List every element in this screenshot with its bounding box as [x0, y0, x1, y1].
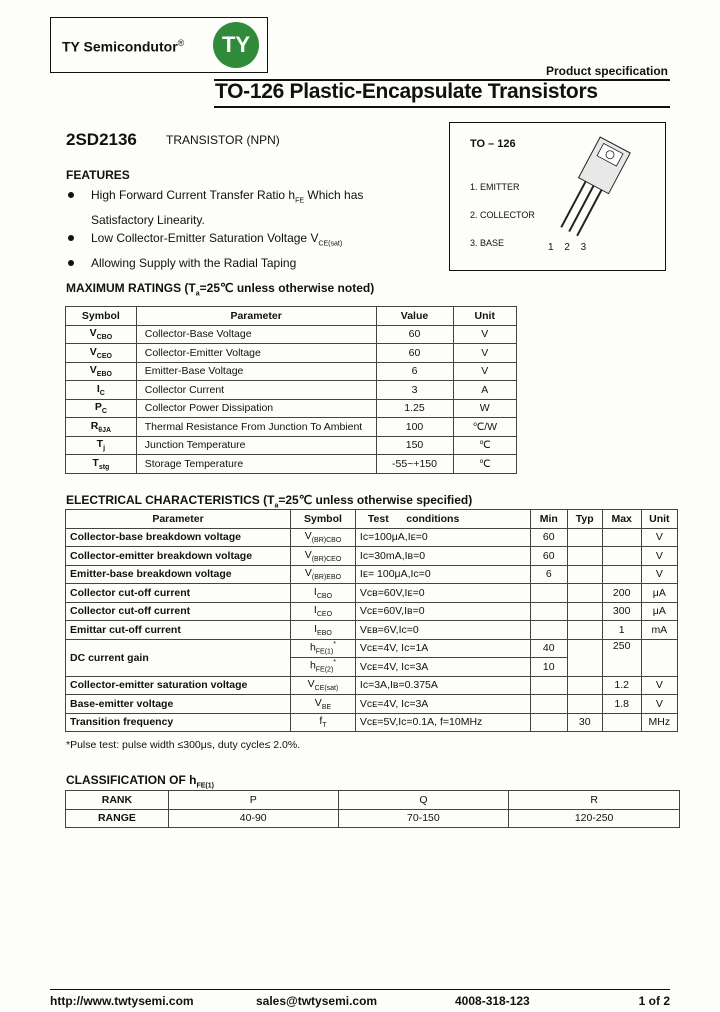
pin-3-label: 3. BASE	[470, 238, 505, 248]
electrical-heading: ELECTRICAL CHARACTERISTICS ($T_a=25℃$ unless otherwise specified)	[66, 493, 473, 510]
table-header-row: Parameter Symbol Test conditions Min Typ Max Unit	[66, 510, 678, 529]
to126-package-icon	[540, 128, 640, 258]
feature-item: Low Collector-Emitter Saturation Voltage $V_{CE(sat)}$	[66, 229, 363, 254]
table-row: Collector-emitter saturation voltage $V_{CE(sat)}$ Iᴄ=3A,Iʙ=0.375A 1.2 V	[66, 676, 678, 695]
title-bottom-rule	[214, 106, 670, 108]
pin-2-label: 2. COLLECTOR	[470, 210, 535, 220]
bullet-icon	[68, 192, 74, 198]
footer-page-number: 1 of 2	[638, 994, 670, 1008]
table-row: $T_{stg}$ Storage Temperature -55~+150 ℃	[66, 455, 517, 474]
pin-1-label: 1. EMITTER	[470, 182, 520, 192]
footer-email[interactable]: sales@twtysemi.com	[256, 994, 378, 1008]
table-row: $I_C$ Collector Current 3 A	[66, 381, 517, 400]
page-title: TO-126 Plastic-Encapsulate Transistors	[215, 80, 598, 103]
classification-table	[65, 790, 680, 828]
ty-logo: TY	[213, 22, 259, 68]
part-number: 2SD2136	[66, 130, 137, 149]
package-name: TO – 126	[470, 138, 516, 150]
footer-rule	[50, 989, 670, 990]
bullet-icon	[68, 235, 74, 241]
table-row: Emittar cut-off current $I_{EBO}$ Vᴇʙ=6V,Iᴄ=0 1 mA	[66, 621, 678, 640]
pulse-test-note: *Pulse test: pulse width ≤300μs, duty cycle≤ 2.0%.	[66, 739, 301, 751]
table-row: $V_{EBO}$ Emitter-Base Voltage 6 V	[66, 362, 517, 381]
pin-numbers: 1 2 3	[548, 242, 591, 253]
features-heading: FEATURES	[66, 168, 130, 182]
table-row: $P_C$ Collector Power Dissipation 1.25 W	[66, 399, 517, 418]
max-ratings-table	[65, 306, 517, 474]
table-row: Collector-base breakdown voltage $V_{(BR)CBO}$ Iᴄ=100μA,Iᴇ=0 60 V	[66, 528, 678, 547]
feature-item-continuation: Satisfactory Linearity.	[91, 212, 205, 227]
table-row: Transition frequency $f_T$ Vᴄᴇ=5V,Iᴄ=0.1A, f=10MHz 30 MHz	[66, 713, 678, 732]
feature-item: Allowing Supply with the Radial Taping	[66, 254, 363, 273]
table-row: Base-emitter voltage $V_{BE}$ Vᴄᴇ=4V, Iᴄ=3A 1.8 V	[66, 695, 678, 714]
table-row: Collector-emitter breakdown voltage $V_{(BR)CEO}$ Iᴄ=30mA,Iʙ=0 60 V	[66, 547, 678, 566]
electrical-table	[65, 509, 678, 732]
rank-row: RANK P Q R	[66, 791, 680, 810]
table-row: Collector cut-off current $I_{CEO}$ Vᴄᴇ=60V,Iʙ=0 300 μA	[66, 602, 678, 621]
table-row: $R_{\theta JA}$ Thermal Resistance From Junction To Ambient 100 ℃/W	[66, 418, 517, 437]
footer-phone: 4008-318-123	[455, 994, 530, 1008]
bullet-icon	[68, 260, 74, 266]
dc-gain-row: DC current gain $h_{FE(1)}^*$ Vᴄᴇ=4V, Iᴄ=1A 40 250	[66, 639, 678, 658]
spec-label: Product specification	[545, 64, 668, 78]
part-type: TRANSISTOR (NPN)	[166, 133, 280, 147]
table-row: $T_j$ Junction Temperature 150 ℃	[66, 436, 517, 455]
feature-item: High Forward Current Transfer Ratio $h_{FE}$ Which has	[66, 186, 363, 211]
table-row: Emitter-base breakdown voltage $V_{(BR)EBO}$ Iᴇ= 100μA,Iᴄ=0 6 V	[66, 565, 678, 584]
footer-url[interactable]: http://www.twtysemi.com	[50, 994, 194, 1008]
max-ratings-heading: MAXIMUM RATINGS ($T_a=25℃$ unless otherwise noted)	[66, 281, 375, 298]
dc-gain-row-2: $h_{FE(2)}^*$ Vᴄᴇ=4V, Iᴄ=3A 10	[66, 658, 678, 677]
table-row: $V_{CEO}$ Collector-Emitter Voltage 60 V	[66, 344, 517, 363]
table-row: Collector cut-off current $I_{CBO}$ Vᴄʙ=60V,Iᴇ=0 200 μA	[66, 584, 678, 603]
classification-heading: CLASSIFICATION OF $h_{FE(1)}$	[66, 773, 214, 790]
table-row: $V_{CBO}$ Collector-Base Voltage 60 V	[66, 325, 517, 344]
brand-name: TY Semicondutor®	[62, 38, 185, 55]
features-list	[66, 186, 363, 273]
table-header-row: Symbol Parameter Value Unit	[66, 307, 517, 326]
range-row: RANGE 40-90 70-150 120-250	[66, 809, 680, 828]
